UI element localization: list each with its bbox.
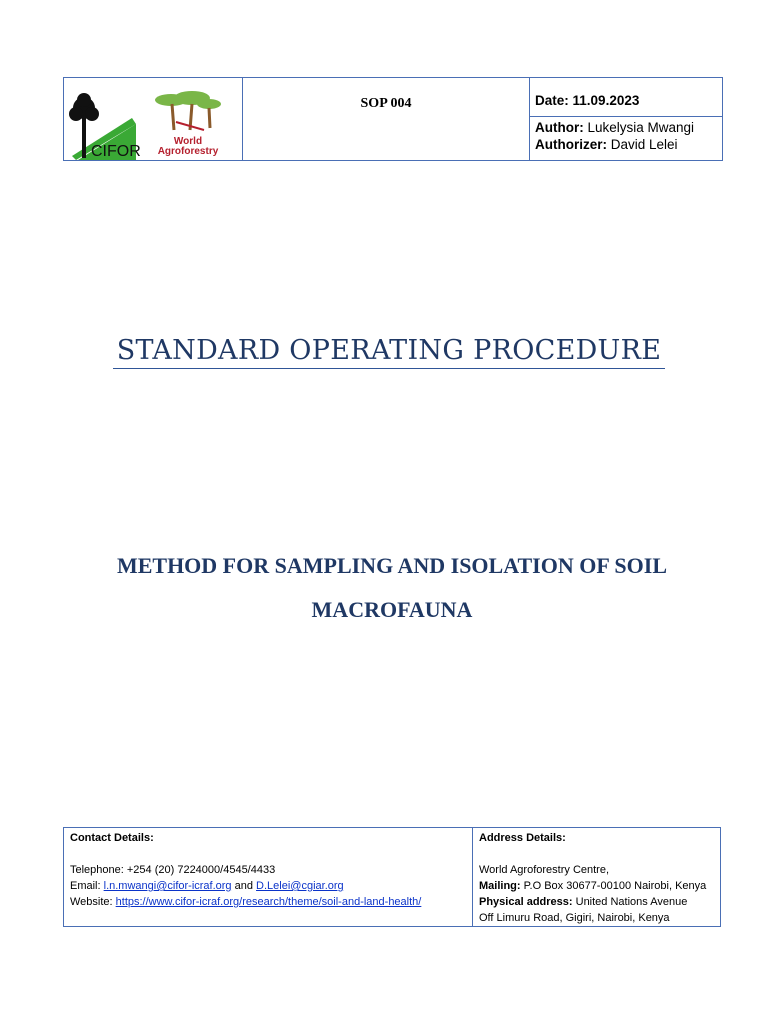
telephone: Telephone: +254 (20) 7224000/4545/4433: [70, 864, 276, 876]
authorizer-row: [535, 136, 722, 153]
date-label: Date:: [535, 93, 569, 108]
cifor-logo: [69, 93, 141, 160]
sop-id: SOP 004: [360, 96, 412, 111]
email-link-1[interactable]: l.n.mwangi@cifor-icraf.org: [103, 880, 232, 892]
website-line: [70, 894, 466, 910]
contact-heading: Contact Details:: [70, 832, 154, 844]
cifor-logo-text: CIFOR: [91, 143, 141, 160]
mailing-value: P.O Box 30677-00100 Nairobi, Kenya: [523, 880, 707, 892]
address-heading: Address Details:: [479, 832, 566, 844]
centre-name: World Agroforestry Centre,: [479, 864, 610, 876]
authorizer-label: Authorizer:: [535, 137, 607, 152]
header-table: [63, 77, 723, 161]
physical-line: [479, 894, 714, 910]
physical-value: United Nations Avenue: [575, 896, 688, 908]
logo-cell: [64, 78, 243, 161]
method-title: [80, 544, 704, 632]
footer-table: [63, 827, 721, 927]
address-details-cell: [473, 828, 721, 927]
email-line: [70, 878, 466, 894]
world-agroforestry-logo: [155, 91, 221, 157]
meta-cell: [530, 78, 723, 161]
logos: [64, 78, 242, 162]
method-title-line-1: METHOD FOR SAMPLING AND ISOLATION OF SOIL: [116, 553, 668, 578]
email-label: Email:: [70, 880, 101, 892]
mailing-label: Mailing:: [479, 880, 521, 892]
email-link-2[interactable]: D.Lelei@cgiar.org: [256, 880, 344, 892]
method-title-line-2: MACROFAUNA: [311, 597, 473, 622]
website-link[interactable]: https://www.cifor-icraf.org/research/theme/soil-and-land-health/: [115, 896, 422, 908]
website-label: Website:: [70, 896, 113, 908]
authorizer-value: David Lelei: [610, 137, 678, 152]
contact-details-cell: [64, 828, 473, 927]
physical-line-2: Off Limuru Road, Gigiri, Nairobi, Kenya: [479, 912, 670, 924]
world-agroforestry-text-2: Agroforestry: [157, 146, 219, 157]
mailing-line: [479, 878, 714, 894]
main-title: STANDARD OPERATING PROCEDURE: [113, 334, 665, 369]
author-block: [530, 117, 722, 153]
author-label: Author:: [535, 120, 584, 135]
author-row: [535, 119, 722, 136]
world-agroforestry-text-1: World: [173, 136, 203, 147]
date-row: [530, 78, 722, 117]
physical-label: Physical address:: [479, 896, 573, 908]
date-value: 11.09.2023: [572, 93, 640, 108]
sop-cell: [243, 78, 530, 161]
email-and: and: [234, 880, 253, 892]
author-value: Lukelysia Mwangi: [587, 120, 695, 135]
